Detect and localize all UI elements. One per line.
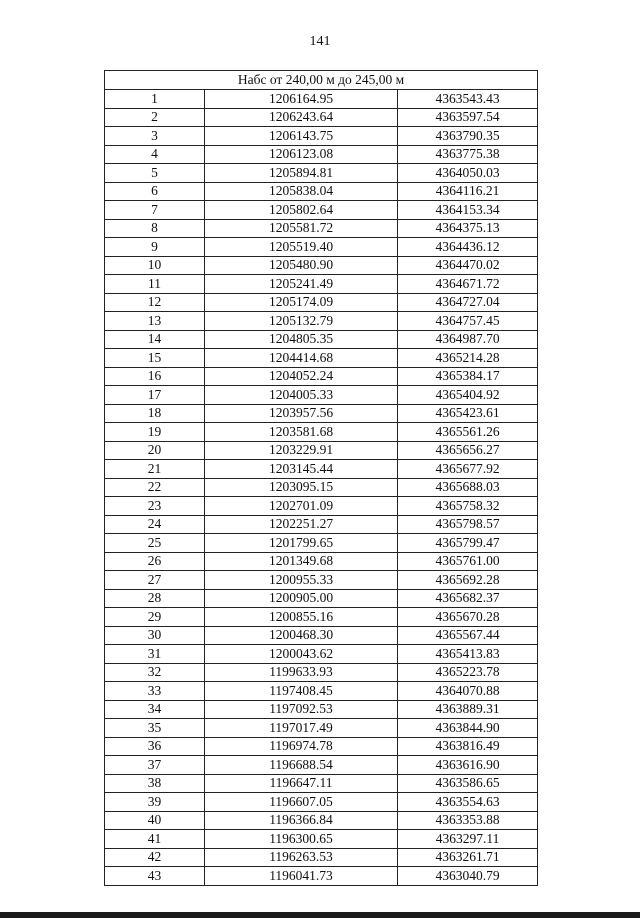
y-coordinate-cell: 4364153.34 xyxy=(398,201,538,220)
table-row xyxy=(105,238,538,257)
x-coordinate-cell: 1205581.72 xyxy=(205,219,398,238)
table-row xyxy=(105,848,538,867)
table-row xyxy=(105,719,538,738)
table-row xyxy=(105,90,538,109)
y-coordinate-cell: 4365692.28 xyxy=(398,571,538,590)
table-row xyxy=(105,571,538,590)
x-coordinate-cell: 1203095.15 xyxy=(205,478,398,497)
y-coordinate-cell: 4364671.72 xyxy=(398,275,538,294)
y-coordinate-cell: 4364070.88 xyxy=(398,682,538,701)
table-row xyxy=(105,663,538,682)
y-coordinate-cell: 4363554.63 xyxy=(398,793,538,812)
x-coordinate-cell: 1197017.49 xyxy=(205,719,398,738)
point-number-cell: 1 xyxy=(105,90,205,109)
y-coordinate-cell: 4365656.27 xyxy=(398,441,538,460)
x-coordinate-cell: 1197092.53 xyxy=(205,700,398,719)
y-coordinate-cell: 4363261.71 xyxy=(398,848,538,867)
x-coordinate-cell: 1202251.27 xyxy=(205,515,398,534)
point-number-cell: 18 xyxy=(105,404,205,423)
table-row xyxy=(105,589,538,608)
x-coordinate-cell: 1201799.65 xyxy=(205,534,398,553)
point-number-cell: 43 xyxy=(105,867,205,886)
table-row xyxy=(105,515,538,534)
y-coordinate-cell: 4364050.03 xyxy=(398,164,538,183)
y-coordinate-cell: 4365423.61 xyxy=(398,404,538,423)
x-coordinate-cell: 1203957.56 xyxy=(205,404,398,423)
table-row xyxy=(105,793,538,812)
scan-edge xyxy=(0,912,640,918)
table-row xyxy=(105,367,538,386)
y-coordinate-cell: 4364436.12 xyxy=(398,238,538,257)
y-coordinate-cell: 4365677.92 xyxy=(398,460,538,479)
y-coordinate-cell: 4365567.44 xyxy=(398,626,538,645)
table-row xyxy=(105,108,538,127)
x-coordinate-cell: 1204414.68 xyxy=(205,349,398,368)
table-row xyxy=(105,608,538,627)
x-coordinate-cell: 1205802.64 xyxy=(205,201,398,220)
point-number-cell: 20 xyxy=(105,441,205,460)
table-row xyxy=(105,312,538,331)
point-number-cell: 17 xyxy=(105,386,205,405)
y-coordinate-cell: 4364987.70 xyxy=(398,330,538,349)
x-coordinate-cell: 1205132.79 xyxy=(205,312,398,331)
table-row xyxy=(105,626,538,645)
y-coordinate-cell: 4365561.26 xyxy=(398,423,538,442)
coordinates-table xyxy=(104,70,538,886)
x-coordinate-cell: 1196647.11 xyxy=(205,774,398,793)
point-number-cell: 31 xyxy=(105,645,205,664)
table-row xyxy=(105,700,538,719)
x-coordinate-cell: 1196607.05 xyxy=(205,793,398,812)
table-row xyxy=(105,349,538,368)
point-number-cell: 11 xyxy=(105,275,205,294)
point-number-cell: 25 xyxy=(105,534,205,553)
point-number-cell: 29 xyxy=(105,608,205,627)
point-number-cell: 37 xyxy=(105,756,205,775)
table-row xyxy=(105,737,538,756)
x-coordinate-cell: 1205838.04 xyxy=(205,182,398,201)
point-number-cell: 26 xyxy=(105,552,205,571)
x-coordinate-cell: 1200043.62 xyxy=(205,645,398,664)
point-number-cell: 39 xyxy=(105,793,205,812)
x-coordinate-cell: 1206123.08 xyxy=(205,145,398,164)
x-coordinate-cell: 1203229.91 xyxy=(205,441,398,460)
point-number-cell: 38 xyxy=(105,774,205,793)
point-number-cell: 42 xyxy=(105,848,205,867)
table-row xyxy=(105,145,538,164)
x-coordinate-cell: 1204052.24 xyxy=(205,367,398,386)
table-row xyxy=(105,275,538,294)
x-coordinate-cell: 1206164.95 xyxy=(205,90,398,109)
y-coordinate-cell: 4364470.02 xyxy=(398,256,538,275)
table-row xyxy=(105,293,538,312)
x-coordinate-cell: 1196263.53 xyxy=(205,848,398,867)
x-coordinate-cell: 1196300.65 xyxy=(205,830,398,849)
table-row xyxy=(105,182,538,201)
y-coordinate-cell: 4365670.28 xyxy=(398,608,538,627)
table-title-row xyxy=(105,71,538,90)
table-row xyxy=(105,460,538,479)
x-coordinate-cell: 1197408.45 xyxy=(205,682,398,701)
table-row xyxy=(105,682,538,701)
y-coordinate-cell: 4365799.47 xyxy=(398,534,538,553)
x-coordinate-cell: 1206243.64 xyxy=(205,108,398,127)
x-coordinate-cell: 1196041.73 xyxy=(205,867,398,886)
point-number-cell: 4 xyxy=(105,145,205,164)
x-coordinate-cell: 1205241.49 xyxy=(205,275,398,294)
point-number-cell: 19 xyxy=(105,423,205,442)
x-coordinate-cell: 1205894.81 xyxy=(205,164,398,183)
point-number-cell: 15 xyxy=(105,349,205,368)
table-row xyxy=(105,386,538,405)
point-number-cell: 16 xyxy=(105,367,205,386)
point-number-cell: 28 xyxy=(105,589,205,608)
x-coordinate-cell: 1201349.68 xyxy=(205,552,398,571)
table-row xyxy=(105,534,538,553)
y-coordinate-cell: 4364757.45 xyxy=(398,312,538,331)
table-title: Набс от 240,00 м до 245,00 м xyxy=(105,71,538,90)
x-coordinate-cell: 1206143.75 xyxy=(205,127,398,146)
x-coordinate-cell: 1196366.84 xyxy=(205,811,398,830)
table-row xyxy=(105,867,538,886)
y-coordinate-cell: 4363040.79 xyxy=(398,867,538,886)
table-row xyxy=(105,330,538,349)
point-number-cell: 13 xyxy=(105,312,205,331)
x-coordinate-cell: 1196688.54 xyxy=(205,756,398,775)
point-number-cell: 10 xyxy=(105,256,205,275)
y-coordinate-cell: 4363616.90 xyxy=(398,756,538,775)
y-coordinate-cell: 4364116.21 xyxy=(398,182,538,201)
y-coordinate-cell: 4363889.31 xyxy=(398,700,538,719)
point-number-cell: 9 xyxy=(105,238,205,257)
point-number-cell: 3 xyxy=(105,127,205,146)
point-number-cell: 2 xyxy=(105,108,205,127)
x-coordinate-cell: 1196974.78 xyxy=(205,737,398,756)
point-number-cell: 33 xyxy=(105,682,205,701)
y-coordinate-cell: 4363543.43 xyxy=(398,90,538,109)
point-number-cell: 27 xyxy=(105,571,205,590)
table-row xyxy=(105,774,538,793)
point-number-cell: 30 xyxy=(105,626,205,645)
x-coordinate-cell: 1205174.09 xyxy=(205,293,398,312)
y-coordinate-cell: 4363790.35 xyxy=(398,127,538,146)
table-row xyxy=(105,423,538,442)
y-coordinate-cell: 4365384.17 xyxy=(398,367,538,386)
point-number-cell: 8 xyxy=(105,219,205,238)
y-coordinate-cell: 4363775.38 xyxy=(398,145,538,164)
y-coordinate-cell: 4365214.28 xyxy=(398,349,538,368)
table-row xyxy=(105,552,538,571)
y-coordinate-cell: 4363844.90 xyxy=(398,719,538,738)
y-coordinate-cell: 4363353.88 xyxy=(398,811,538,830)
table-row xyxy=(105,830,538,849)
point-number-cell: 40 xyxy=(105,811,205,830)
point-number-cell: 23 xyxy=(105,497,205,516)
table-row xyxy=(105,645,538,664)
x-coordinate-cell: 1200905.00 xyxy=(205,589,398,608)
table-row xyxy=(105,256,538,275)
point-number-cell: 14 xyxy=(105,330,205,349)
point-number-cell: 24 xyxy=(105,515,205,534)
x-coordinate-cell: 1200855.16 xyxy=(205,608,398,627)
point-number-cell: 34 xyxy=(105,700,205,719)
x-coordinate-cell: 1205480.90 xyxy=(205,256,398,275)
table-row xyxy=(105,201,538,220)
y-coordinate-cell: 4365758.32 xyxy=(398,497,538,516)
y-coordinate-cell: 4365761.00 xyxy=(398,552,538,571)
coordinates-table-body xyxy=(105,71,538,886)
x-coordinate-cell: 1202701.09 xyxy=(205,497,398,516)
x-coordinate-cell: 1199633.93 xyxy=(205,663,398,682)
table-row xyxy=(105,756,538,775)
table-row xyxy=(105,404,538,423)
x-coordinate-cell: 1204805.35 xyxy=(205,330,398,349)
y-coordinate-cell: 4365223.78 xyxy=(398,663,538,682)
y-coordinate-cell: 4364375.13 xyxy=(398,219,538,238)
table-row xyxy=(105,497,538,516)
y-coordinate-cell: 4365413.83 xyxy=(398,645,538,664)
y-coordinate-cell: 4365404.92 xyxy=(398,386,538,405)
x-coordinate-cell: 1203145.44 xyxy=(205,460,398,479)
point-number-cell: 21 xyxy=(105,460,205,479)
table-row xyxy=(105,441,538,460)
point-number-cell: 12 xyxy=(105,293,205,312)
y-coordinate-cell: 4365798.57 xyxy=(398,515,538,534)
point-number-cell: 32 xyxy=(105,663,205,682)
table-row xyxy=(105,127,538,146)
y-coordinate-cell: 4363586.65 xyxy=(398,774,538,793)
y-coordinate-cell: 4364727.04 xyxy=(398,293,538,312)
point-number-cell: 7 xyxy=(105,201,205,220)
y-coordinate-cell: 4363597.54 xyxy=(398,108,538,127)
x-coordinate-cell: 1204005.33 xyxy=(205,386,398,405)
point-number-cell: 35 xyxy=(105,719,205,738)
table-row xyxy=(105,164,538,183)
x-coordinate-cell: 1205519.40 xyxy=(205,238,398,257)
point-number-cell: 36 xyxy=(105,737,205,756)
y-coordinate-cell: 4363816.49 xyxy=(398,737,538,756)
point-number-cell: 22 xyxy=(105,478,205,497)
x-coordinate-cell: 1200468.30 xyxy=(205,626,398,645)
table-row xyxy=(105,219,538,238)
x-coordinate-cell: 1200955.33 xyxy=(205,571,398,590)
y-coordinate-cell: 4365682.37 xyxy=(398,589,538,608)
point-number-cell: 6 xyxy=(105,182,205,201)
table-row xyxy=(105,811,538,830)
table-row xyxy=(105,478,538,497)
y-coordinate-cell: 4365688.03 xyxy=(398,478,538,497)
y-coordinate-cell: 4363297.11 xyxy=(398,830,538,849)
page-number: 141 xyxy=(309,34,331,49)
point-number-cell: 41 xyxy=(105,830,205,849)
point-number-cell: 5 xyxy=(105,164,205,183)
x-coordinate-cell: 1203581.68 xyxy=(205,423,398,442)
